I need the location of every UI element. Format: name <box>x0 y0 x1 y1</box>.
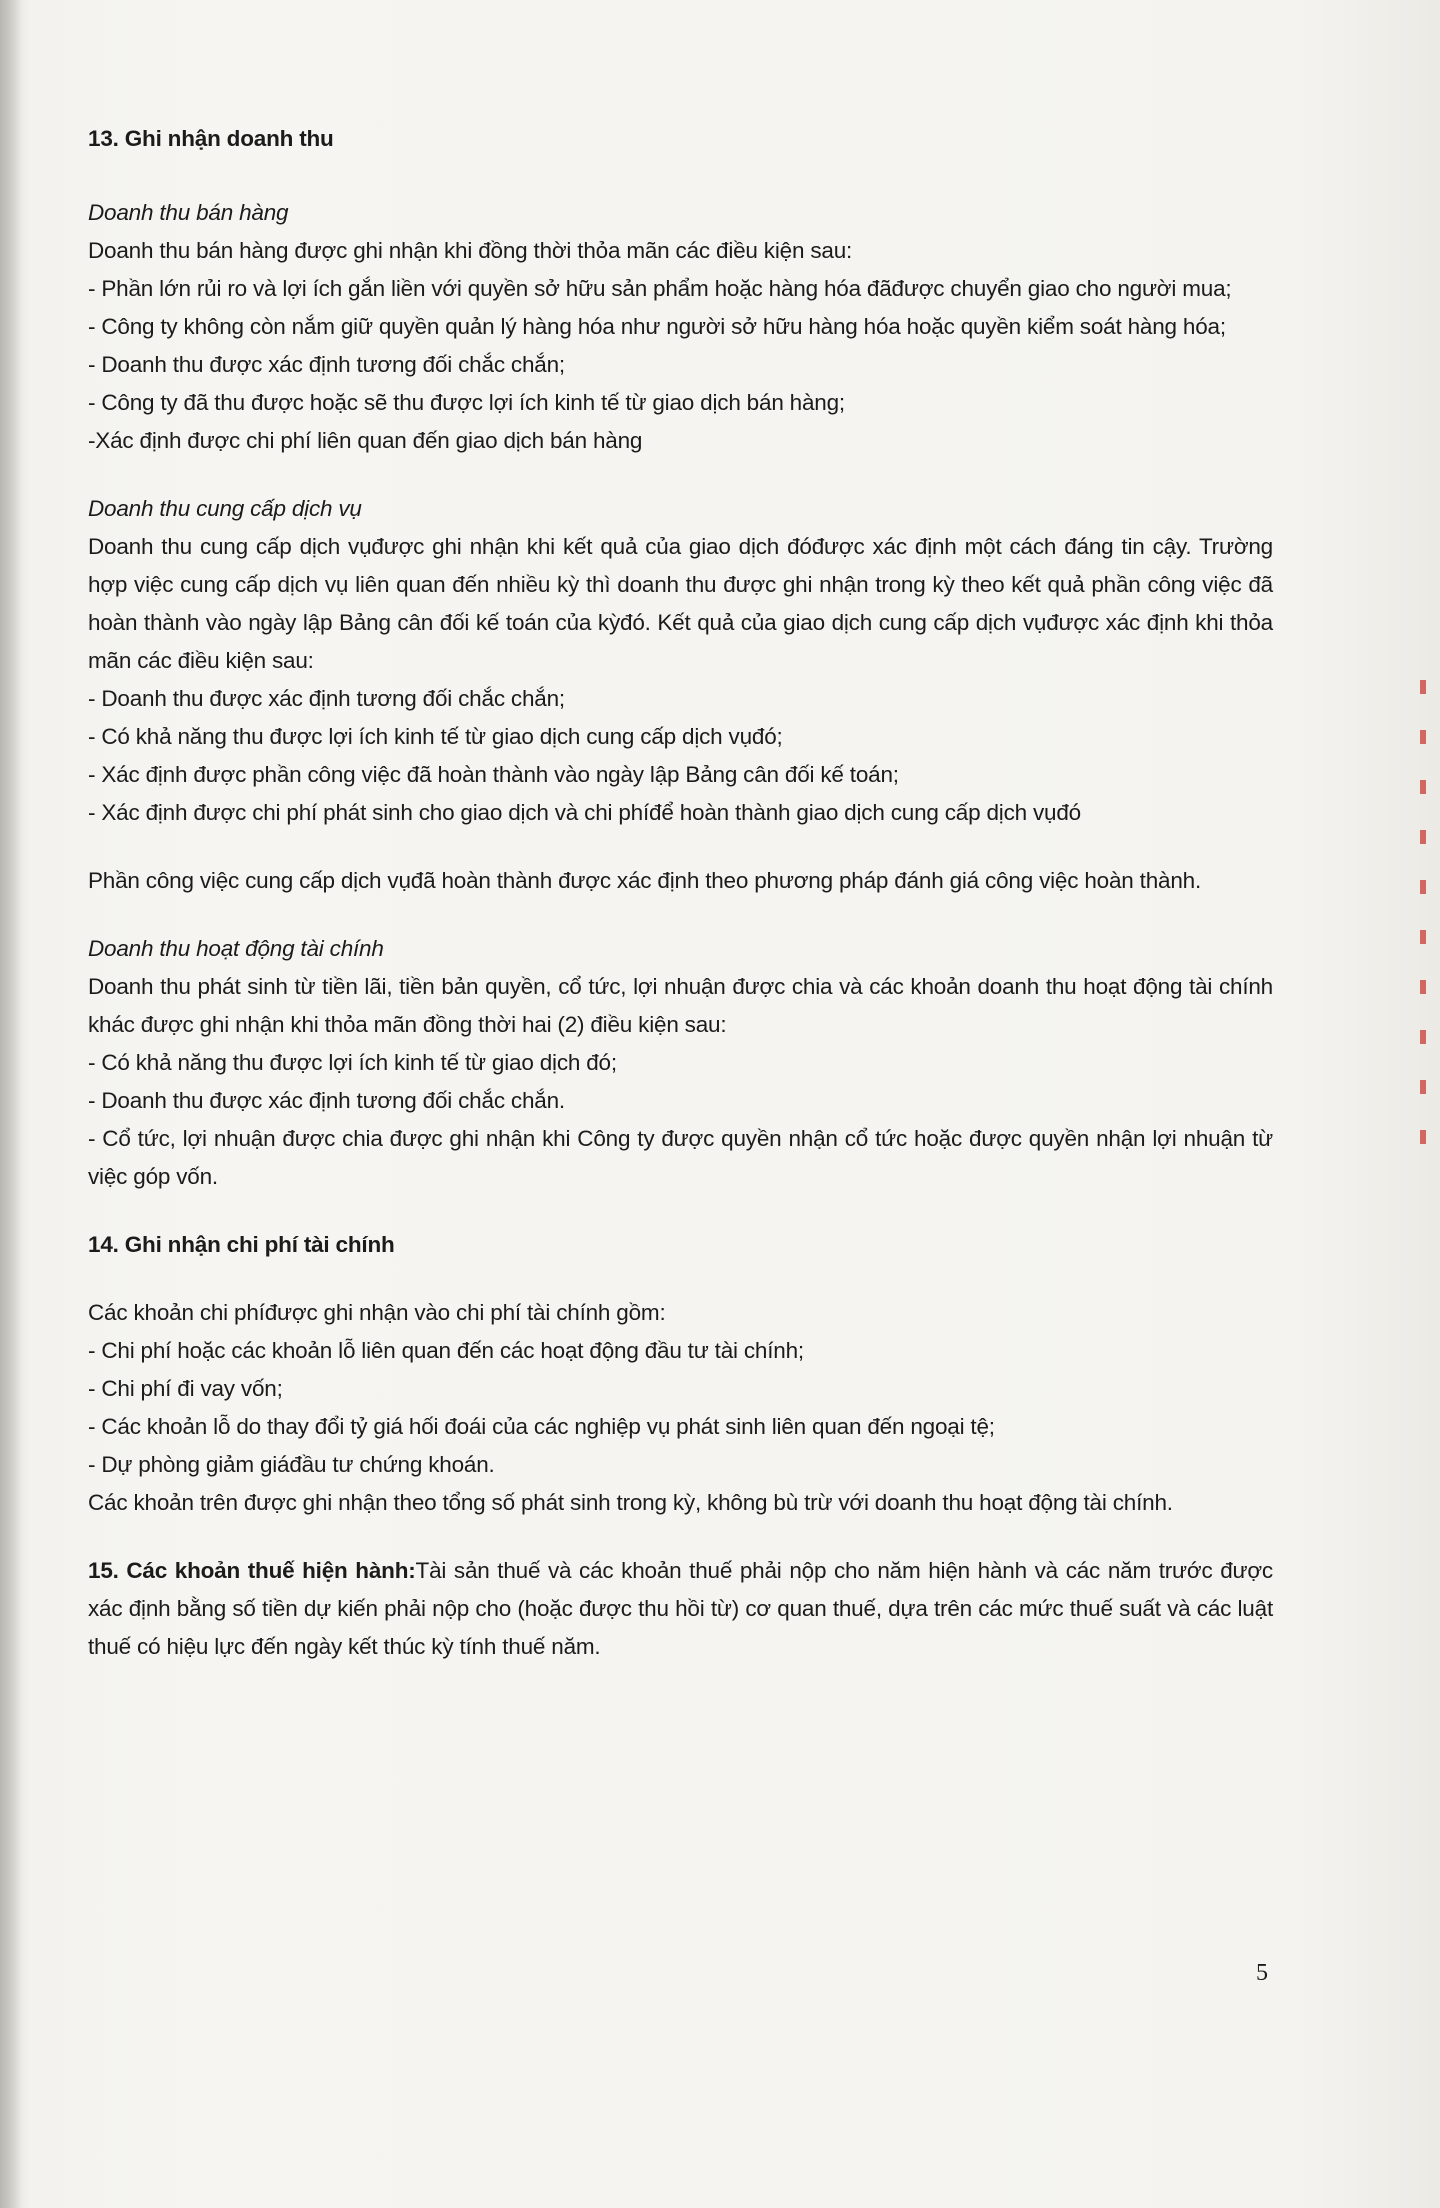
financial-expense-item: - Các khoản lỗ do thay đổi tỷ giá hối đoái của các nghiệp vụ phát sinh liên quan đến ngoại tệ; <box>88 1414 995 1439</box>
margin-color-marks <box>1420 680 1440 1240</box>
document-body <box>88 120 1273 1666</box>
service-condition-item: - Doanh thu được xác định tương đối chắc chắn; <box>88 686 565 711</box>
service-revenue-note: Phần công việc cung cấp dịch vụđã hoàn thành được xác định theo phương pháp đánh giá công việc hoàn thành. <box>88 868 1202 893</box>
margin-mark <box>1420 830 1426 844</box>
section-15-text: Tài sản thuế và các khoản thuế phải nộp cho năm hiện hành và các năm trước được xác định bằng số tiền dự kiến phải nộp cho (hoặc được thu hồi từ) cơ quan thuế, dựa trên các mức thuế suất và các luật thuế có hiệu lực đến ngày kết thúc kỳ tính thuế năm. <box>88 1558 1273 1659</box>
margin-mark <box>1420 930 1426 944</box>
service-condition-item: - Có khả năng thu được lợi ích kinh tế từ giao dịch cung cấp dịch vụđó; <box>88 724 783 749</box>
margin-mark <box>1420 680 1426 694</box>
margin-mark <box>1420 780 1426 794</box>
financial-condition-item: - Doanh thu được xác định tương đối chắc chắn. <box>88 1088 565 1113</box>
financial-expense-intro: Các khoản chi phíđược ghi nhận vào chi phí tài chính gồm: <box>88 1300 666 1325</box>
sales-condition-item: - Công ty đã thu được hoặc sẽ thu được lợi ích kinh tế từ giao dịch bán hàng; <box>88 390 845 415</box>
sales-condition-item: - Phần lớn rủi ro và lợi ích gắn liền với quyền sở hữu sản phẩm hoặc hàng hóa đãđược chuyển giao cho người mua; <box>88 276 1232 301</box>
service-revenue-intro: Doanh thu cung cấp dịch vụđược ghi nhận khi kết quả của giao dịch đóđược xác định một cách đáng tin cậy. Trường hợp việc cung cấp dịch vụ liên quan đến nhiều kỳ thì doanh thu được ghi nhận trong kỳ theo kết quả phần công việc đã hoàn thành vào ngày lập Bảng cân đối kế toán của kỳđó. Kết quả của giao dịch cung cấp dịch vụđược xác định khi thỏa mãn các điều kiện sau: <box>88 534 1273 673</box>
section-14-title: 14. Ghi nhận chi phí tài chính <box>88 1232 395 1257</box>
margin-mark <box>1420 980 1426 994</box>
financial-condition-item: - Có khả năng thu được lợi ích kinh tế từ giao dịch đó; <box>88 1050 617 1075</box>
page-number: 5 <box>1256 1960 1268 1986</box>
sales-condition-item: - Công ty không còn nắm giữ quyền quản lý hàng hóa như người sở hữu hàng hóa hoặc quyền kiểm soát hàng hóa; <box>88 314 1226 339</box>
sales-revenue-intro: Doanh thu bán hàng được ghi nhận khi đồng thời thỏa mãn các điều kiện sau: <box>88 238 853 263</box>
sales-revenue-subtitle: Doanh thu bán hàng <box>88 200 289 225</box>
section-15-title: 15. Các khoản thuế hiện hành: <box>88 1558 416 1583</box>
financial-expense-outro: Các khoản trên được ghi nhận theo tổng số phát sinh trong kỳ, không bù trừ với doanh thu hoạt động tài chính. <box>88 1490 1173 1515</box>
financial-revenue-intro: Doanh thu phát sinh từ tiền lãi, tiền bản quyền, cổ tức, lợi nhuận được chia và các khoản doanh thu hoạt động tài chính khác được ghi nhận khi thỏa mãn đồng thời hai (2) điều kiện sau: <box>88 974 1273 1037</box>
margin-mark <box>1420 1130 1426 1144</box>
binding-shadow <box>0 0 22 2208</box>
service-condition-item: - Xác định được chi phí phát sinh cho giao dịch và chi phíđể hoàn thành giao dịch cung cấp dịch vụđó <box>88 800 1081 825</box>
sales-condition-item: -Xác định được chi phí liên quan đến giao dịch bán hàng <box>88 428 643 453</box>
financial-condition-item: - Cổ tức, lợi nhuận được chia được ghi nhận khi Công ty được quyền nhận cổ tức hoặc được quyền nhận lợi nhuận từ việc góp vốn. <box>88 1126 1273 1189</box>
section-13-title: 13. Ghi nhận doanh thu <box>88 126 334 151</box>
service-condition-item: - Xác định được phần công việc đã hoàn thành vào ngày lập Bảng cân đối kế toán; <box>88 762 899 787</box>
section-15-paragraph <box>88 1552 1273 1666</box>
sales-condition-item: - Doanh thu được xác định tương đối chắc chắn; <box>88 352 565 377</box>
margin-mark <box>1420 1030 1426 1044</box>
financial-revenue-subtitle: Doanh thu hoạt động tài chính <box>88 936 384 961</box>
financial-expense-item: - Dự phòng giảm giáđầu tư chứng khoán. <box>88 1452 495 1477</box>
margin-mark <box>1420 1080 1426 1094</box>
financial-expense-item: - Chi phí hoặc các khoản lỗ liên quan đến các hoạt động đầu tư tài chính; <box>88 1338 804 1363</box>
financial-expense-item: - Chi phí đi vay vốn; <box>88 1376 283 1401</box>
margin-mark <box>1420 730 1426 744</box>
service-revenue-subtitle: Doanh thu cung cấp dịch vụ <box>88 496 362 521</box>
margin-mark <box>1420 880 1426 894</box>
